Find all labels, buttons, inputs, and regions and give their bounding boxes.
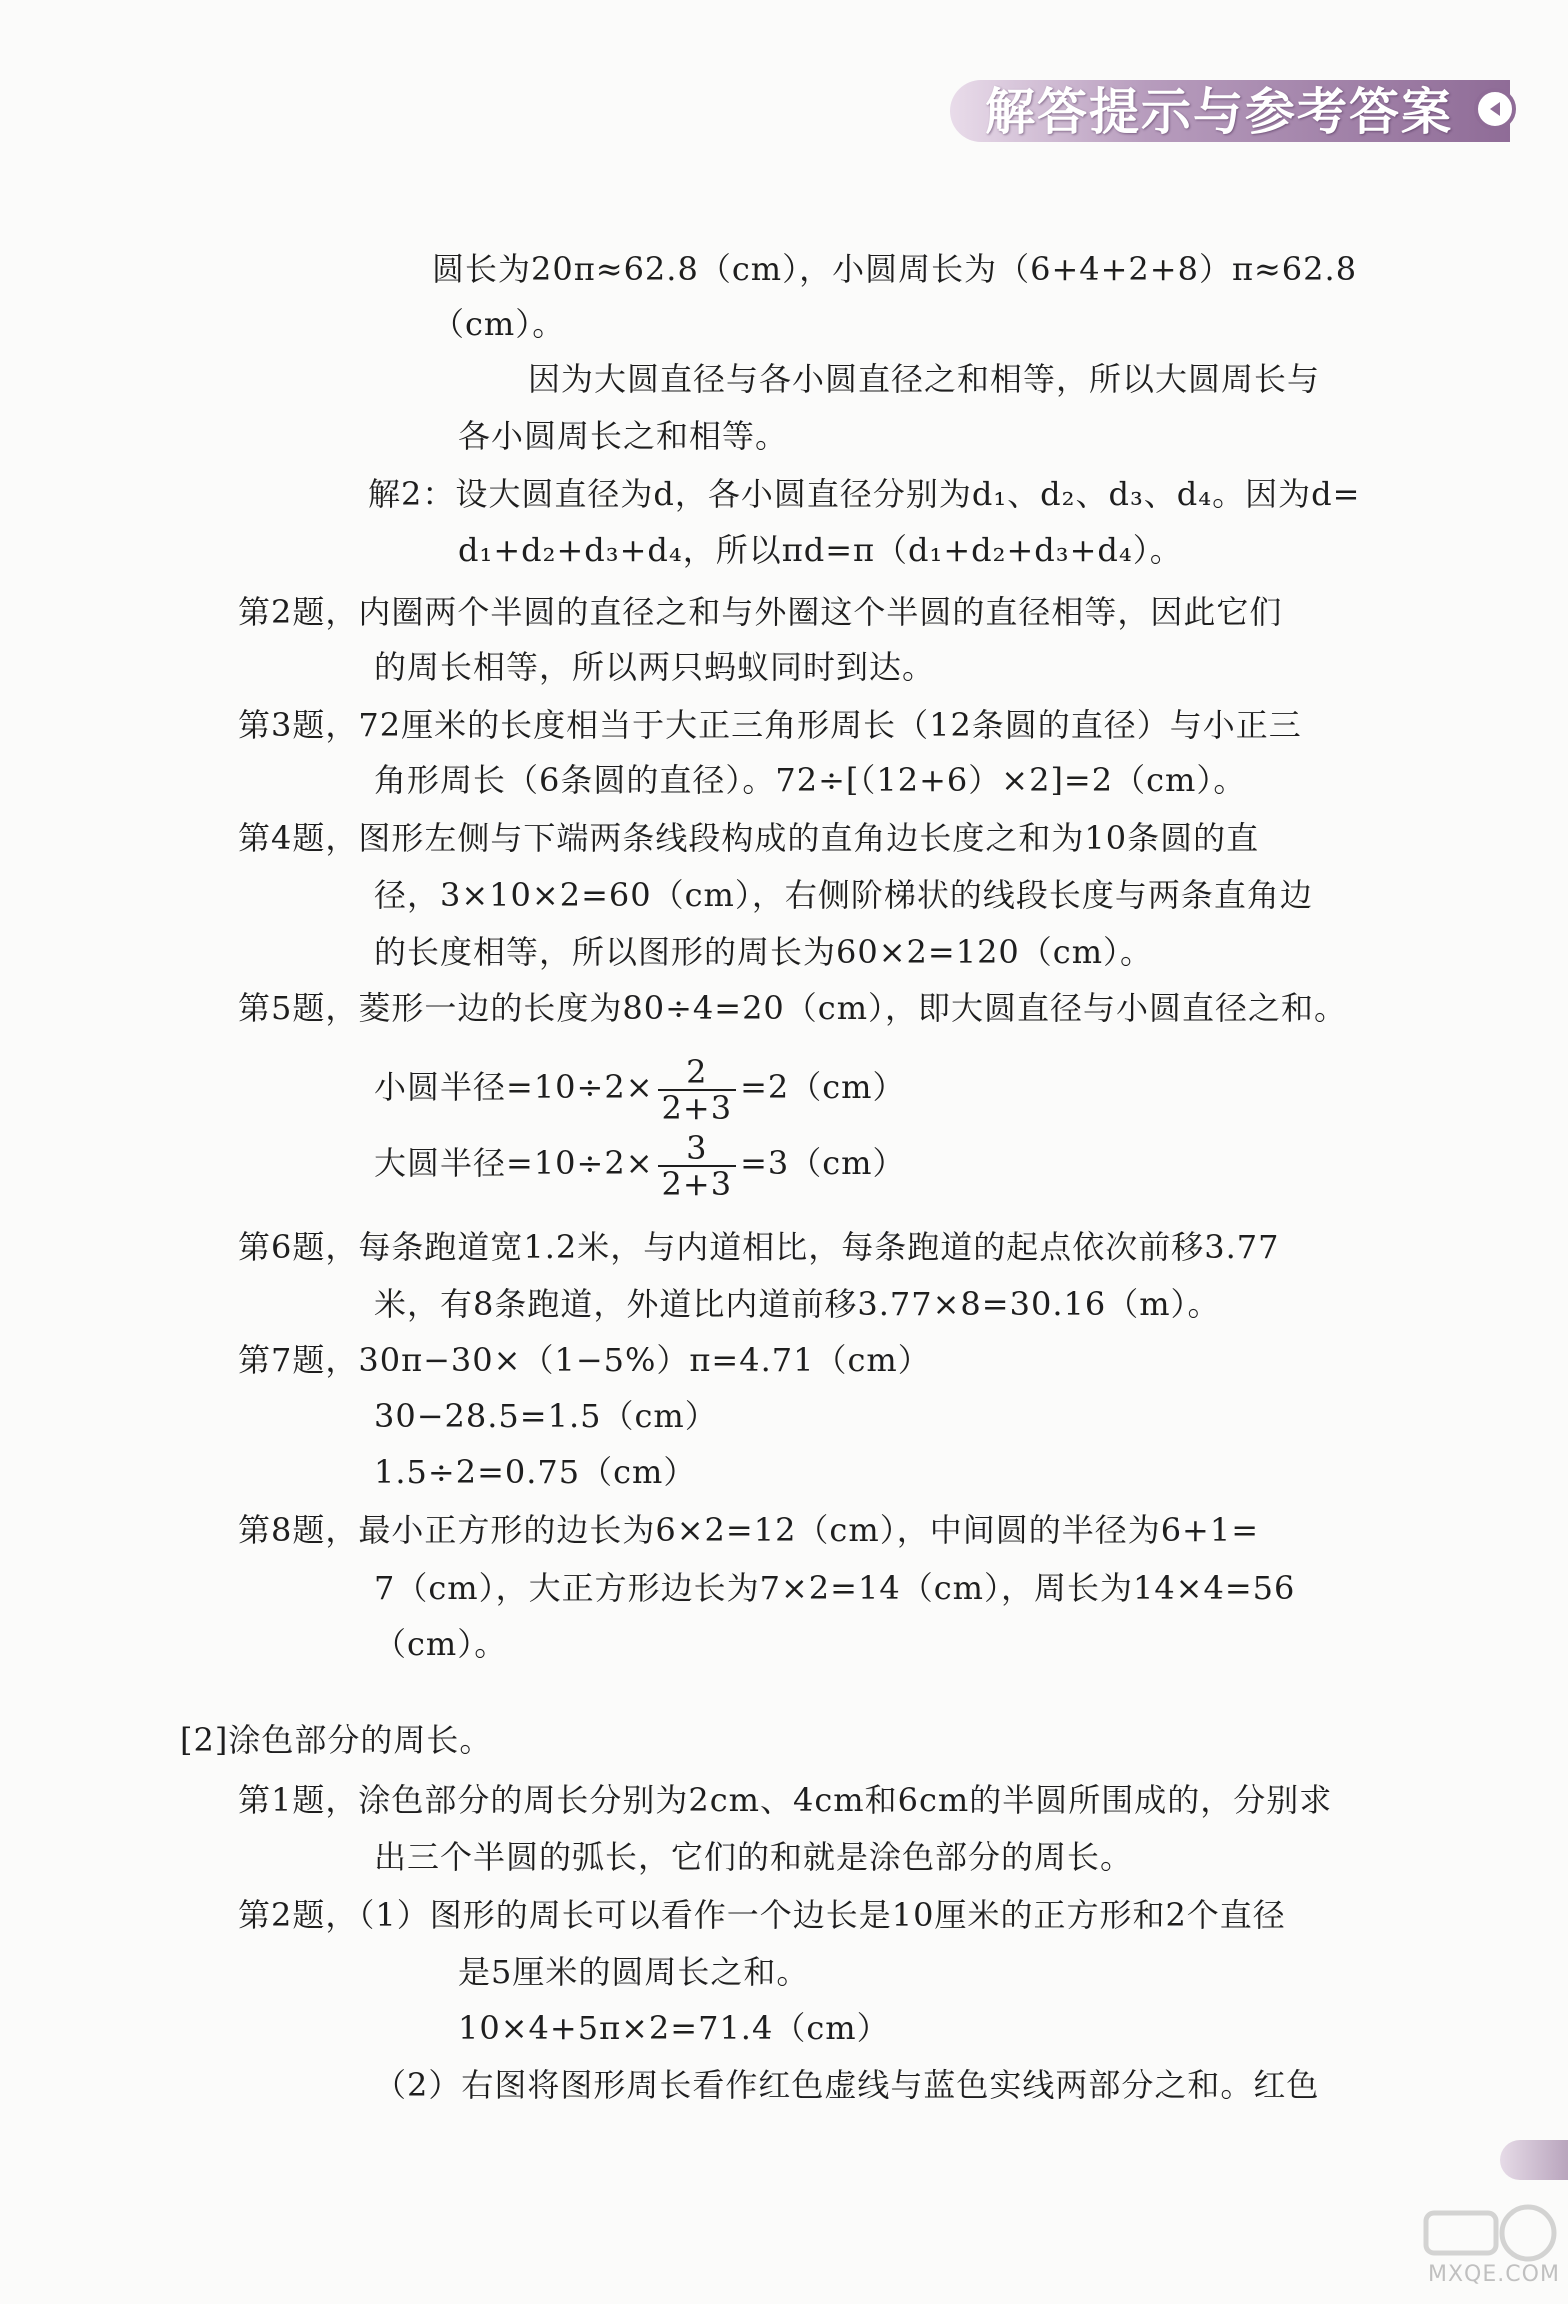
formula-large-radius (374, 1128, 906, 1201)
formula-suffix: =2（cm） (740, 1068, 906, 1106)
text-line: （cm）。 (432, 305, 566, 343)
text-line: 圆长为20π≈62.8（cm），小圆周长为（6+4+2+8）π≈62.8 (432, 250, 1358, 288)
fraction (658, 1052, 737, 1127)
text-line: 1.5÷2=0.75（cm） (374, 1453, 697, 1491)
fraction-denominator: 2+3 (661, 1164, 733, 1203)
formula-small-radius (374, 1052, 906, 1125)
text-line: d₁+d₂+d₃+d₄，所以πd=π（d₁+d₂+d₃+d₄）。 (458, 531, 1183, 569)
text-line: （2）右图将图形周长看作红色虚线与蓝色实线两部分之和。红色 (374, 2066, 1320, 2104)
fraction-numerator: 2 (658, 1055, 737, 1091)
page-corner-tab (1500, 2140, 1568, 2180)
text-line: 是5厘米的圆周长之和。 (458, 1953, 810, 1991)
fraction-denominator: 2+3 (661, 1088, 733, 1127)
question-5-line: 第5题，菱形一边的长度为80÷4=20（cm），即大圆直径与小圆直径之和。 (238, 989, 1348, 1027)
text-line: 因为大圆直径与各小圆直径之和相等，所以大圆周长与 (528, 360, 1321, 398)
text-line: 7（cm），大正方形边长为7×2=14（cm），周长为14×4=56 (374, 1569, 1296, 1607)
question-8-line: 第8题，最小正方形的边长为6×2=12（cm），中间圆的半径为6+1= (238, 1511, 1260, 1549)
text-line: 10×4+5π×2=71.4（cm） (458, 2009, 890, 2047)
text-line: 径，3×10×2=60（cm），右侧阶梯状的线段长度与两条直角边 (374, 876, 1313, 914)
formula-prefix: 小圆半径=10÷2× (374, 1068, 654, 1106)
question-7-line: 第7题，30π−30×（1−5%）π=4.71（cm） (238, 1341, 931, 1379)
fraction (658, 1128, 737, 1203)
question-2-line: 第2题，内圈两个半圆的直径之和与外圈这个半圆的直径相等，因此它们 (238, 593, 1283, 631)
fraction-numerator: 3 (658, 1131, 737, 1167)
text-line: 的长度相等，所以图形的周长为60×2=120（cm）。 (374, 933, 1154, 971)
formula-suffix: =3（cm） (740, 1144, 906, 1182)
formula-prefix: 大圆半径=10÷2× (374, 1144, 654, 1182)
arrow-left-icon (1474, 88, 1516, 130)
question-1-line: 第1题，涂色部分的周长分别为2cm、4cm和6cm的半圆所围成的，分别求 (238, 1781, 1333, 1819)
text-line: 角形周长（6条圆的直径）。72÷[（12+6）×2]=2（cm）。 (374, 761, 1247, 799)
question-4-line: 第4题，图形左侧与下端两条线段构成的直角边长度之和为10条圆的直 (238, 819, 1260, 857)
question-3-line: 第3题，72厘米的长度相当于大正三角形周长（12条圆的直径）与小正三 (238, 706, 1302, 744)
question-2-line: 第2题，（1）图形的周长可以看作一个边长是10厘米的正方形和2个直径 (238, 1896, 1286, 1934)
text-line: 出三个半圆的弧长，它们的和就是涂色部分的周长。 (374, 1838, 1134, 1876)
text-line: 的周长相等，所以两只蚂蚁同时到达。 (374, 648, 936, 686)
text-line: 30−28.5=1.5（cm） (374, 1397, 718, 1435)
watermark-text: MXQE.COM (1428, 2262, 1560, 2287)
section-heading: [2]涂色部分的周长。 (180, 1721, 493, 1759)
text-line: 解2：设大圆直径为d，各小圆直径分别为d₁、d₂、d₃、d₄。因为d= (368, 475, 1361, 513)
text-line: 各小圆周长之和相等。 (458, 417, 789, 455)
question-6-line: 第6题，每条跑道宽1.2米，与内道相比，每条跑道的起点依次前移3.77 (238, 1228, 1280, 1266)
text-line: 米，有8条跑道，外道比内道前移3.77×8=30.16（m）。 (374, 1285, 1221, 1323)
text-line: （cm）。 (374, 1625, 508, 1663)
page-section-title: 解答提示与参考答案 (985, 83, 1453, 141)
